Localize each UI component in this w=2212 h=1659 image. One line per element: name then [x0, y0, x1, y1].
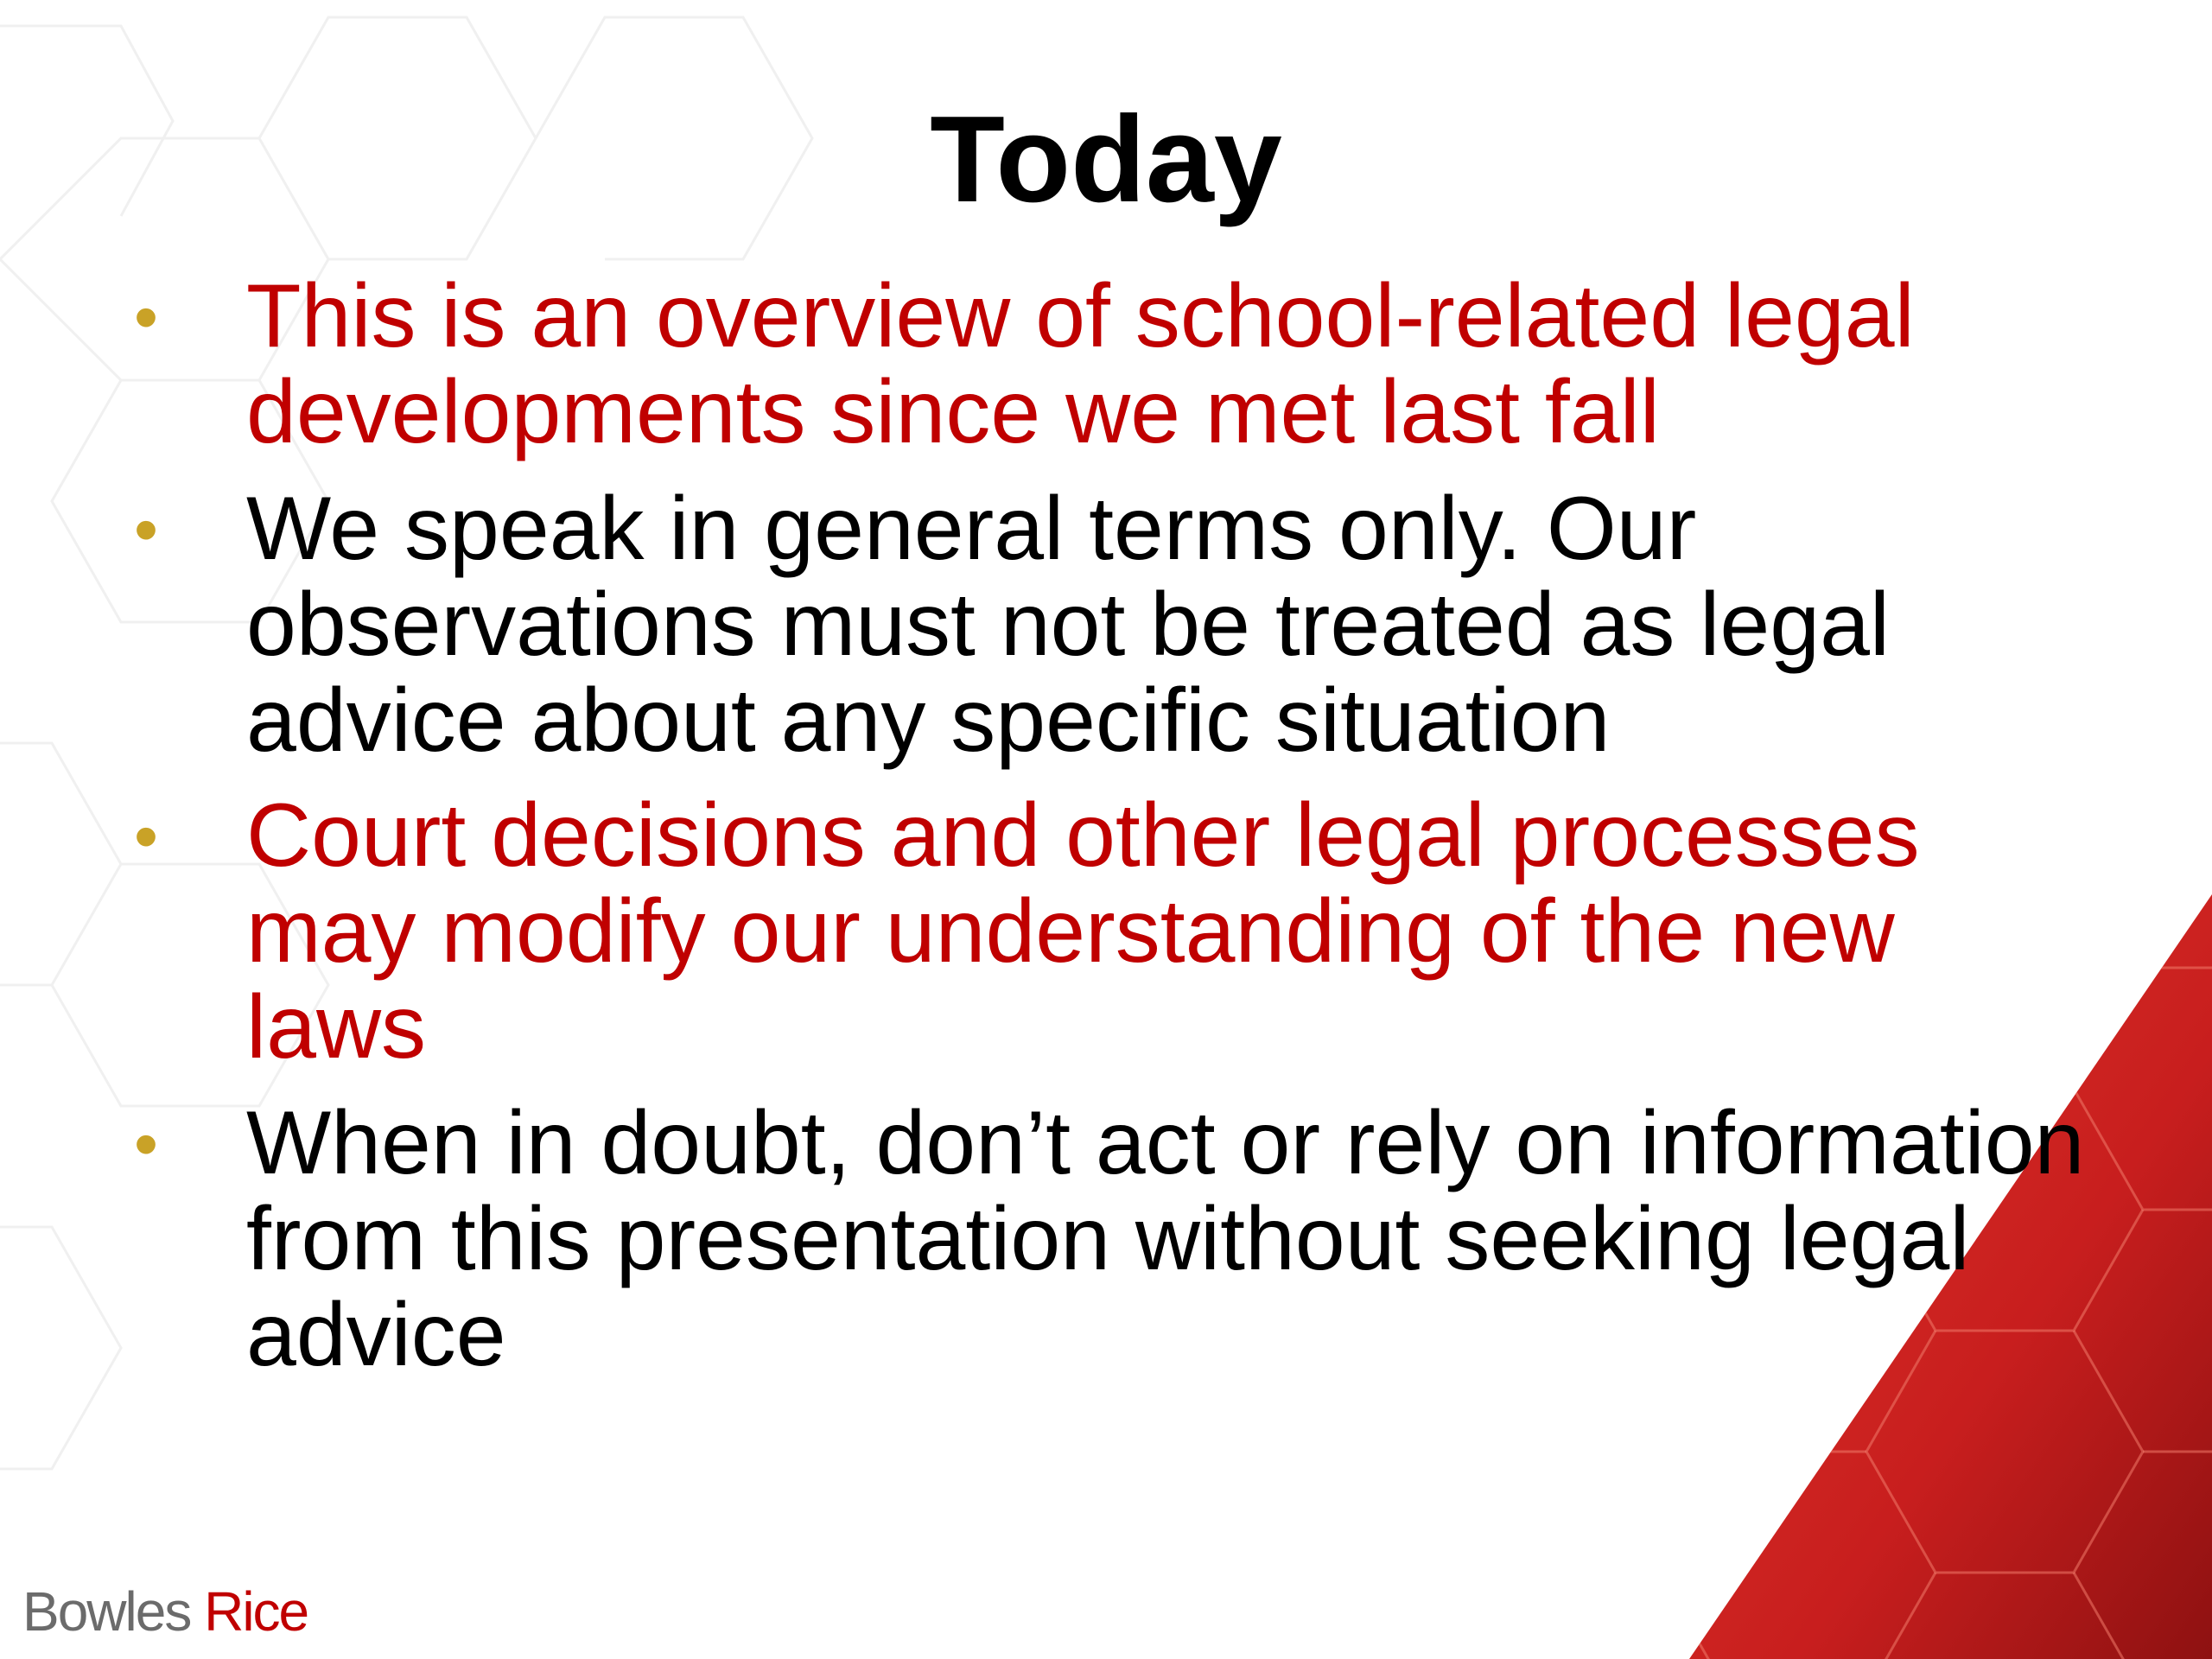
- bullet-dot-icon: •: [134, 491, 159, 568]
- bullet-text: This is an overview of school-related legal developments since we met last fall: [246, 266, 1915, 462]
- bullet-dot-icon: •: [134, 1105, 159, 1182]
- bullet-dot-icon: •: [134, 278, 159, 355]
- bullet-text: Court decisions and other legal processes may modify our understanding of the new laws: [246, 785, 1920, 1077]
- bullet-item: [134, 479, 2095, 771]
- bullet-item: [134, 1093, 2095, 1385]
- logo-word-rice: Rice: [204, 1580, 308, 1643]
- bullet-dot-icon: •: [134, 798, 159, 874]
- bullet-item: [134, 785, 2095, 1077]
- bullet-text: We speak in general terms only. Our observations must not be treated as legal advice about any specific situation: [246, 479, 1891, 771]
- bullet-text: When in doubt, don’t act or rely on information from this presentation without seeking legal advice: [246, 1093, 2085, 1385]
- logo-word-bowles: Bowles: [22, 1580, 191, 1643]
- slide-title: Today: [930, 91, 1282, 228]
- bullet-item: [134, 266, 2095, 462]
- bowles-rice-logo: [22, 1581, 308, 1642]
